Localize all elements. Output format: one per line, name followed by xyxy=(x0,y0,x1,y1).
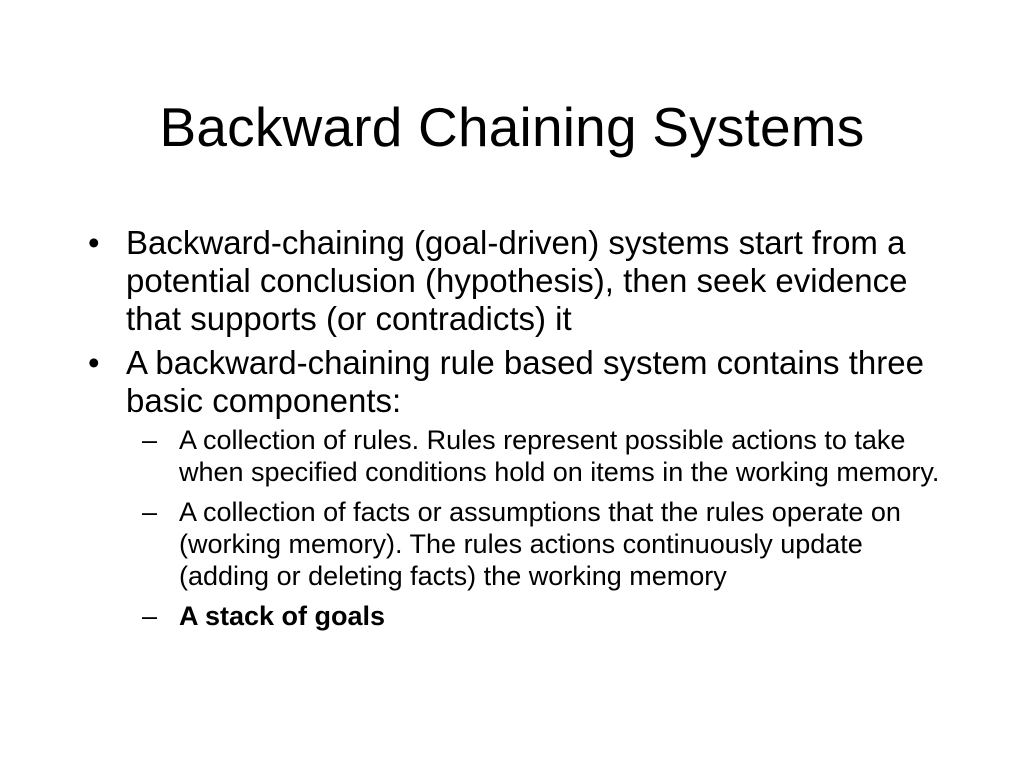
sub-bullet-marker: – xyxy=(142,601,158,631)
sub-bullet-text: A collection of rules. Rules represent possible actions to take when specified conditions hold on items in the working memory. xyxy=(179,425,940,487)
bullet-text: Backward-chaining (goal-driven) systems start from a potential conclusion (hypothesis), then seek evidence that supports (or contradicts) it xyxy=(126,224,908,337)
bullet-text: A backward-chaining rule based system contains three basic components: xyxy=(126,344,924,419)
sub-bullet-text: A stack of goals xyxy=(179,601,386,631)
sub-bullet-item xyxy=(134,600,958,632)
sub-bullet-text: A collection of facts or assumptions that the rules operate on (working memory). The rules actions continuously update (adding or deleting facts) the working memory xyxy=(179,497,901,591)
bullet-list xyxy=(88,224,958,640)
sub-bullet-item xyxy=(134,496,958,592)
bullet-item xyxy=(88,344,958,632)
sub-bullet-marker: – xyxy=(142,425,158,455)
sub-bullet-marker: – xyxy=(142,497,158,527)
bullet-item xyxy=(88,224,958,338)
bullet-marker: • xyxy=(88,344,100,381)
sub-bullet-list xyxy=(126,424,958,632)
sub-bullet-item xyxy=(134,424,958,488)
bullet-marker: • xyxy=(88,224,100,261)
slide-title: Backward Chaining Systems xyxy=(159,96,865,158)
